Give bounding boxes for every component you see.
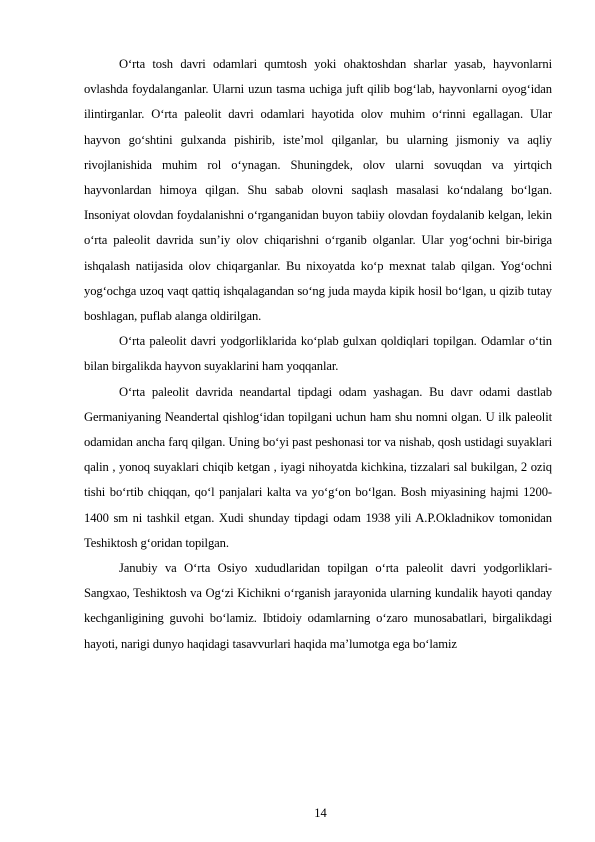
paragraph-middle-paleolithic-tools-fire: O‘rta tosh davri odamlari qumtosh yoki ohaktoshdan sharlar yasab, hayvonlarni ovlashda foydalanganlar. Ularni uzun tasma uchiga juft qilib bog‘lab, hayvonlarni oyog‘idan ilintirganlar. O‘rta paleolit davri odamlari hayotida olov muhim o‘rinni egallagan. Ular hayvon go‘shtini gulxanda pishirib, iste’mol qilganlar, bu ularning jismoniy va aqliy rivojlanishida muhim rol o‘ynagan. Shuningdek, olov ularni sovuqdan va yirtqich hayvonlardan himoya qilgan. Shu sabab olovni saqlash masalasi ko‘ndalang bo‘lgan. Insoniyat olovdan foydalanishni o‘rganganidan buyon tabiiy olovdan foydalanib kelgan, lekin o‘rta paleolit davrida sun’iy olov chiqarishni o‘rganib olganlar. Ular yog‘ochni bir-biriga ishqalash natijasida olov chiqarganlar. Bu nixoyatda ko‘p mexnat talab qilgan. Yog‘ochni yog‘ochga uzoq vaqt qattiq ishqalagandan so‘ng juda mayda kipik hosil bo‘lgan, u qizib tutay boshlagan, puflab alanga oldirilgan.: [84, 57, 552, 324]
page-number: 14: [314, 806, 327, 820]
paragraph-campfire-remains: O‘rta paleolit davri yodgorliklarida ko‘plab gulxan qoldiqlari topilgan. Odamlar o‘tin bilan birgalikda hayvon suyaklarini ham yoqqanlar.: [84, 334, 552, 374]
paragraph-neanderthal-man: O‘rta paleolit davrida neandartal tipdagi odam yashagan. Bu davr odami dastlab Germaniyaning Neandertal qishlog‘idan topilgani uchun ham shu nomni olgan. U ilk paleolit odamidan ancha farq qilgan. Uning bo‘yi past peshonasi tor va nishab, qosh ustidagi suyaklari qalin , yonoq suyaklari chiqib ketgan , iyagi nihoyatda kichkina, tizzalari sal bukilgan, 2 oziq tishi bo‘rtib chiqqan, qo‘l panjalari kalta va yo‘g‘on bo‘lgan. Bosh miyasining hajmi 1200-1400 sm ni tashkil etgan. Xudi shunday tipdagi odam 1938 yili A.P.Okladnikov tomonidan Teshiktosh g‘oridan topilgan.: [84, 384, 552, 550]
paragraph-central-asia-sites: Janubiy va O‘rta Osiyo xududlaridan topilgan o‘rta paleolit davri yodgorliklari-Sangxao, Teshiktosh va Og‘zi Kichikni o‘rganish jarayonida ularning kundalik hayoti qanday kechganligining guvohi bo‘lamiz. Ibtidoiy odamlarning o‘zaro munosabatlari, birgalikdagi hayoti, narigi dunyo haqidagi tasavvurlari haqida ma’lumotga ega bo‘lamiz: [84, 561, 552, 651]
body-text: [84, 52, 552, 657]
